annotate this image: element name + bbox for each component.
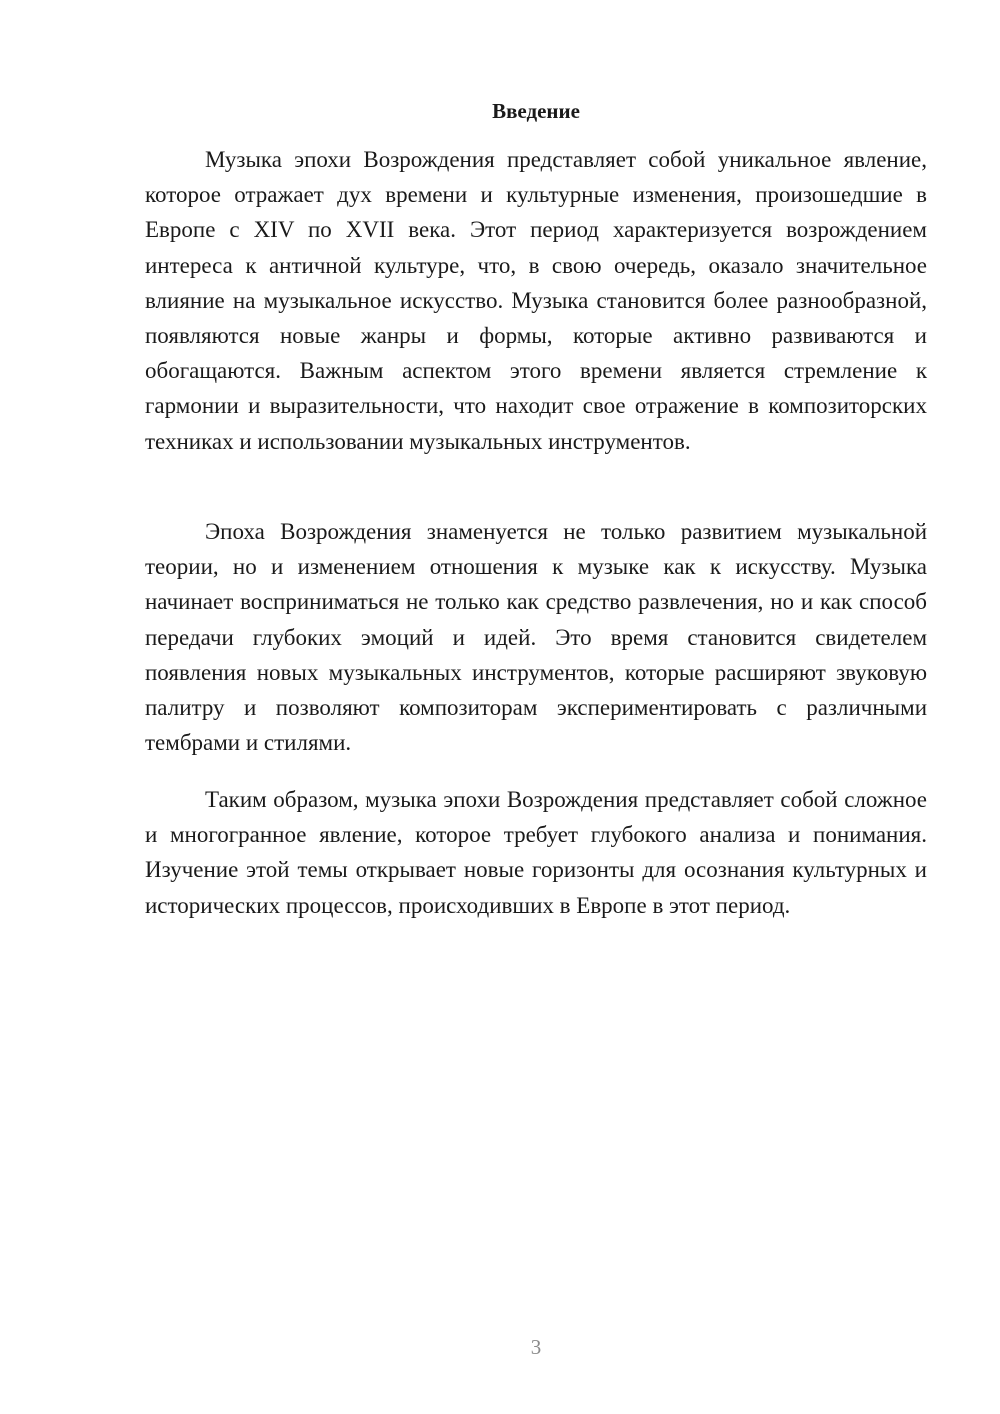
section-title: Введение (492, 99, 580, 123)
paragraph-3: Таким образом, музыка эпохи Возрождения представляет собой сложное и многогранное явление, которое требует глубокого анализа и понимания. Изучение этой темы открывает новые горизонты для осознания культурных и исторических процессов, происходивших в Европе в этот период. (145, 787, 927, 918)
paragraph-2: Эпоха Возрождения знаменуется не только развитием музыкальной теории, но и изменением отношения к музыке как к искусству. Музыка начинает восприниматься не только как средство развлечения, но и как способ передачи глубоких эмоций и идей. Это время становится свидетелем появления новых музыкальных инструментов, которые расширяют звуковую палитру и позволяют композиторам экспериментировать с различными тембрами и стилями. (145, 519, 927, 756)
page-number: 3 (530, 1335, 542, 1359)
paragraph-1: Музыка эпохи Возрождения представляет собой уникальное явление, которое отражает дух времени и культурные изменения, произошедшие в Европе с XIV по XVII века. Этот период характеризуется возрождением интереса к античной культуре, что, в свою очередь, оказало значительное влияние на музыкальное искусство. Музыка становится более разнообразной, появляются новые жанры и формы, которые активно развиваются и обогащаются. Важным аспектом этого времени является стремление к гармонии и выразительности, что находит свое отражение в композиторских техниках и использовании музыкальных инструментов. (145, 147, 927, 454)
